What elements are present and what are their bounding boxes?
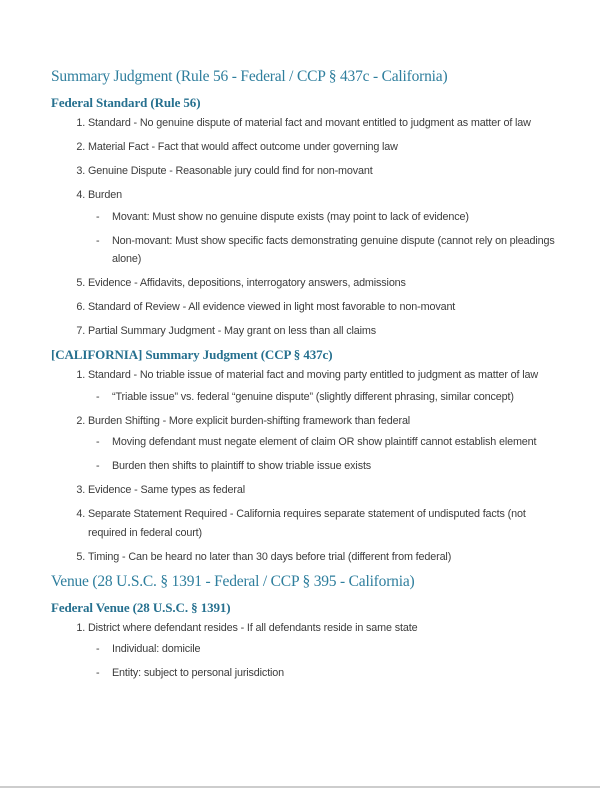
list-item-text: Evidence - Same types as federal [88, 484, 245, 496]
list-item-text: Evidence - Affidavits, depositions, interrogatory answers, admissions [88, 277, 406, 289]
federal-venue-list [51, 619, 555, 683]
sub-list-item [112, 664, 555, 683]
list-item-text: Partial Summary Judgment - May grant on less than all claims [88, 325, 377, 337]
sub-list-item-text: Entity: subject to personal jurisdiction [112, 667, 285, 679]
list-item [88, 114, 555, 133]
sub-list-item [112, 640, 555, 659]
sub-list-item-text: Movant: Must show no genuine dispute exists (may point to lack of evidence) [112, 210, 469, 223]
federal-standard-list [51, 114, 555, 341]
list-item [88, 274, 555, 293]
sub-list-item [112, 232, 555, 269]
list-item [88, 298, 555, 317]
sub-bullet-list [88, 388, 555, 407]
document-page [51, 0, 555, 688]
subheading-federal-venue: Federal Venue (28 U.S.C. § 1391) [51, 599, 231, 615]
subheading-california-summary-judgment: [CALIFORNIA] Summary Judgment (CCP § 437c) [51, 347, 333, 362]
list-item-text: Separate Statement Required - California requires separate statement of undisputed facts (not required in federal court) [88, 508, 526, 539]
list-item [88, 548, 555, 567]
list-item [88, 186, 555, 269]
subheading-federal-standard: Federal Standard (Rule 56) [51, 95, 201, 110]
sub-list-item [112, 433, 555, 452]
sub-list-item-text: Moving defendant must negate element of claim OR show plaintiff cannot establish element [112, 436, 537, 448]
sub-list-item [112, 457, 555, 476]
page-bottom-edge-rule [0, 786, 600, 788]
sub-list-item-text: Individual: domicile [112, 643, 201, 655]
sub-list-item [112, 388, 555, 407]
list-item-text: Burden [88, 189, 122, 201]
list-item-text: Standard - No triable issue of material fact and moving party entitled to judgment as matter of law [88, 369, 539, 381]
list-item [88, 481, 555, 500]
list-item-text: Genuine Dispute - Reasonable jury could find for non-movant [88, 165, 373, 177]
list-item [88, 162, 555, 181]
section-title-venue: Venue (28 U.S.C. § 1391 - Federal / CCP § 395 - California) [51, 572, 415, 590]
list-item [88, 366, 555, 406]
sub-list-item [112, 208, 555, 227]
section-title-summary-judgment: Summary Judgment (Rule 56 - Federal / CCP § 437c - California) [51, 68, 448, 85]
list-item [88, 322, 555, 341]
sub-list-item-text: Burden then shifts to plaintiff to show triable issue exists [112, 460, 372, 472]
list-item-text: Standard of Review - All evidence viewed in light most favorable to non-movant [88, 301, 456, 313]
list-item [88, 412, 555, 476]
list-item-text: District where defendant resides - If all defendants reside in same state [88, 621, 418, 634]
sub-bullet-list [88, 208, 555, 269]
list-item [88, 138, 555, 157]
list-item-text: Timing - Can be heard no later than 30 days before trial (different from federal) [88, 550, 452, 563]
sub-bullet-list [88, 433, 555, 476]
list-item [88, 505, 555, 542]
list-item-text: Standard - No genuine dispute of material fact and movant entitled to judgment as matter of law [88, 117, 531, 129]
sub-bullet-list [88, 640, 555, 683]
list-item-text: Material Fact - Fact that would affect outcome under governing law [88, 141, 398, 153]
list-item-text: Burden Shifting - More explicit burden-shifting framework than federal [88, 414, 411, 427]
sub-list-item-text: “Triable issue” vs. federal “genuine dispute” (slightly different phrasing, similar concept) [112, 390, 514, 403]
sub-list-item-text: Non-movant: Must show specific facts demonstrating genuine dispute (cannot rely on pleadings alone) [112, 234, 555, 265]
california-summary-judgment-list [51, 366, 555, 566]
list-item [88, 619, 555, 683]
